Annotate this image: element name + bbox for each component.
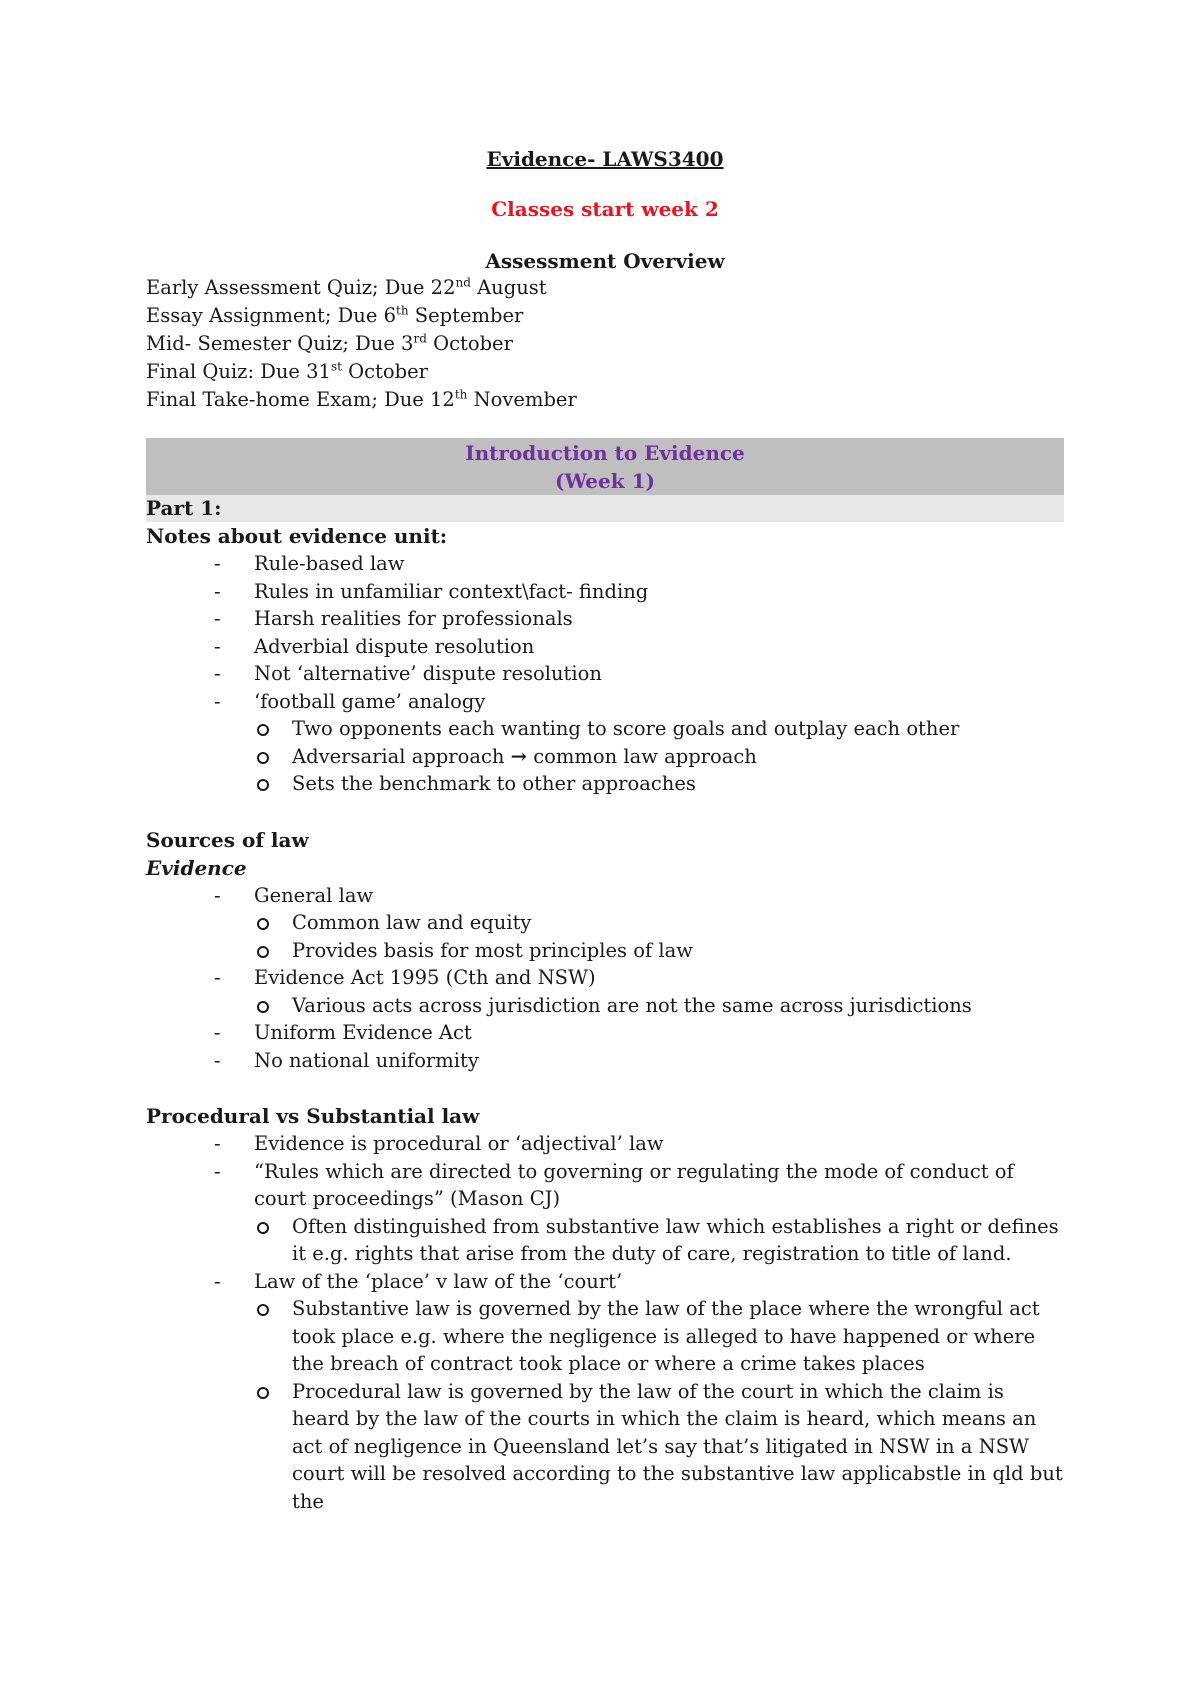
sub-list-item: Substantive law is governed by the law of the place where the wrongful act took place e.g. where the negligence is alleged to have happened or where the breach of contract took place or where a crime takes places xyxy=(254,1295,1064,1378)
circle-bullet-icon xyxy=(257,1387,269,1399)
sub-list-item: Adversarial approach → common law approach xyxy=(254,743,1064,771)
circle-bullet-icon xyxy=(257,946,269,958)
sub-list-item: Two opponents each wanting to score goals and outplay each other xyxy=(254,715,1064,743)
document-title: Evidence- LAWS3400 xyxy=(486,147,724,171)
list-item: - Harsh realities for professionals xyxy=(214,607,573,630)
sub-list-item: Various acts across jurisdiction are not the same across jurisdictions xyxy=(254,992,1064,1020)
section-banner xyxy=(146,438,1064,495)
list-item: - No national uniformity xyxy=(214,1048,479,1072)
notes-heading: Notes about evidence unit: xyxy=(146,524,448,548)
assessment-item: Mid- Semester Quiz; Due 3rd October xyxy=(146,331,513,355)
circle-bullet-icon xyxy=(257,1304,269,1316)
circle-bullet-icon xyxy=(257,1001,269,1013)
sub-list xyxy=(254,715,1064,798)
arrow-right-icon: → xyxy=(510,744,527,768)
list-item: - Rules in unfamiliar context\fact- finding xyxy=(214,579,649,603)
assessment-heading: Assessment Overview xyxy=(485,249,725,273)
assessment-item: Final Take-home Exam; Due 12th November xyxy=(146,387,577,411)
procedural-list xyxy=(146,1130,1064,1515)
sub-list-item: Procedural law is governed by the law of the court in which the claim is heard by the law of the courts in which the claim is heard, which means an act of negligence in Queensland let’s say that’s litigated in NSW in a NSW court will be resolved according to the substantive law applicabstle in qld but the xyxy=(254,1378,1064,1516)
circle-bullet-icon xyxy=(257,752,269,764)
list-item: - Law of the ‘place’ v law of the ‘court’ Substantive law is governed by the law of the place where the wrongful act took place e.g. where the negligence is alleged to have happened or where the breach of contract took place or where a crime takes places Procedural law is governed by the law of the court in which the claim is heard by the law of the courts in which the claim is heard, which means an act of negligence in Queensland let’s say that’s litigated in NSW in a NSW court will be resolved according to the substantive law applicabstle in qld but the xyxy=(214,1268,1064,1516)
document-subtitle: Classes start week 2 xyxy=(491,197,719,221)
list-item: - Adverbial dispute resolution xyxy=(214,634,535,658)
list-item: - “Rules which are directed to governing or regulating the mode of conduct of court proceedings” (Mason CJ) Often distinguished from substantive law which establishes a right or defines it e.g. rights that arise from the duty of care, registration to title of land. xyxy=(214,1158,1064,1268)
list-item: - Rule-based law xyxy=(214,552,405,575)
circle-bullet-icon xyxy=(257,918,269,930)
sub-list xyxy=(254,1213,1064,1268)
sub-list xyxy=(254,1295,1064,1515)
sources-subheading: Evidence xyxy=(146,855,247,880)
sub-list-item: Sets the benchmark to other approaches xyxy=(254,770,1064,798)
list-item: - Evidence Act 1995 (Cth and NSW) Various acts across jurisdiction are not the same across jurisdictions xyxy=(214,964,1064,1019)
circle-bullet-icon xyxy=(257,779,269,791)
sub-list xyxy=(254,992,1064,1020)
sub-list xyxy=(254,909,1064,964)
circle-bullet-icon xyxy=(257,1222,269,1234)
assessment-item: Essay Assignment; Due 6th September xyxy=(146,303,524,327)
sources-heading: Sources of law xyxy=(146,827,309,852)
list-item: - Not ‘alternative’ dispute resolution xyxy=(214,662,602,685)
assessment-item: Final Quiz: Due 31st October xyxy=(146,359,428,383)
list-item: - General law Common law and equity Provides basis for most principles of law xyxy=(214,882,1064,965)
sources-list xyxy=(146,882,1064,1075)
section-week: (Week 1) xyxy=(555,469,655,493)
section-title: Introduction to Evidence xyxy=(465,441,745,465)
part-heading: Part 1: xyxy=(146,495,1064,522)
sub-list-item: Common law and equity xyxy=(254,909,1064,937)
notes-list xyxy=(146,550,1064,798)
list-item: - Evidence is procedural or ‘adjectival’ law xyxy=(214,1132,664,1155)
list-item: - Uniform Evidence Act xyxy=(214,1021,472,1044)
list-item: - ‘football game’ analogy Two opponents each wanting to score goals and outplay each other Adversarial approach → common law approach Sets the benchmark to other approaches xyxy=(214,688,1064,798)
sub-list-item: Provides basis for most principles of law xyxy=(254,937,1064,965)
assessment-item: Early Assessment Quiz; Due 22nd August xyxy=(146,275,547,299)
procedural-heading: Procedural vs Substantial law xyxy=(146,1104,480,1128)
sub-list-item: Often distinguished from substantive law which establishes a right or defines it e.g. rights that arise from the duty of care, registration to title of land. xyxy=(254,1213,1064,1268)
circle-bullet-icon xyxy=(257,724,269,736)
assessment-list xyxy=(146,274,1064,414)
